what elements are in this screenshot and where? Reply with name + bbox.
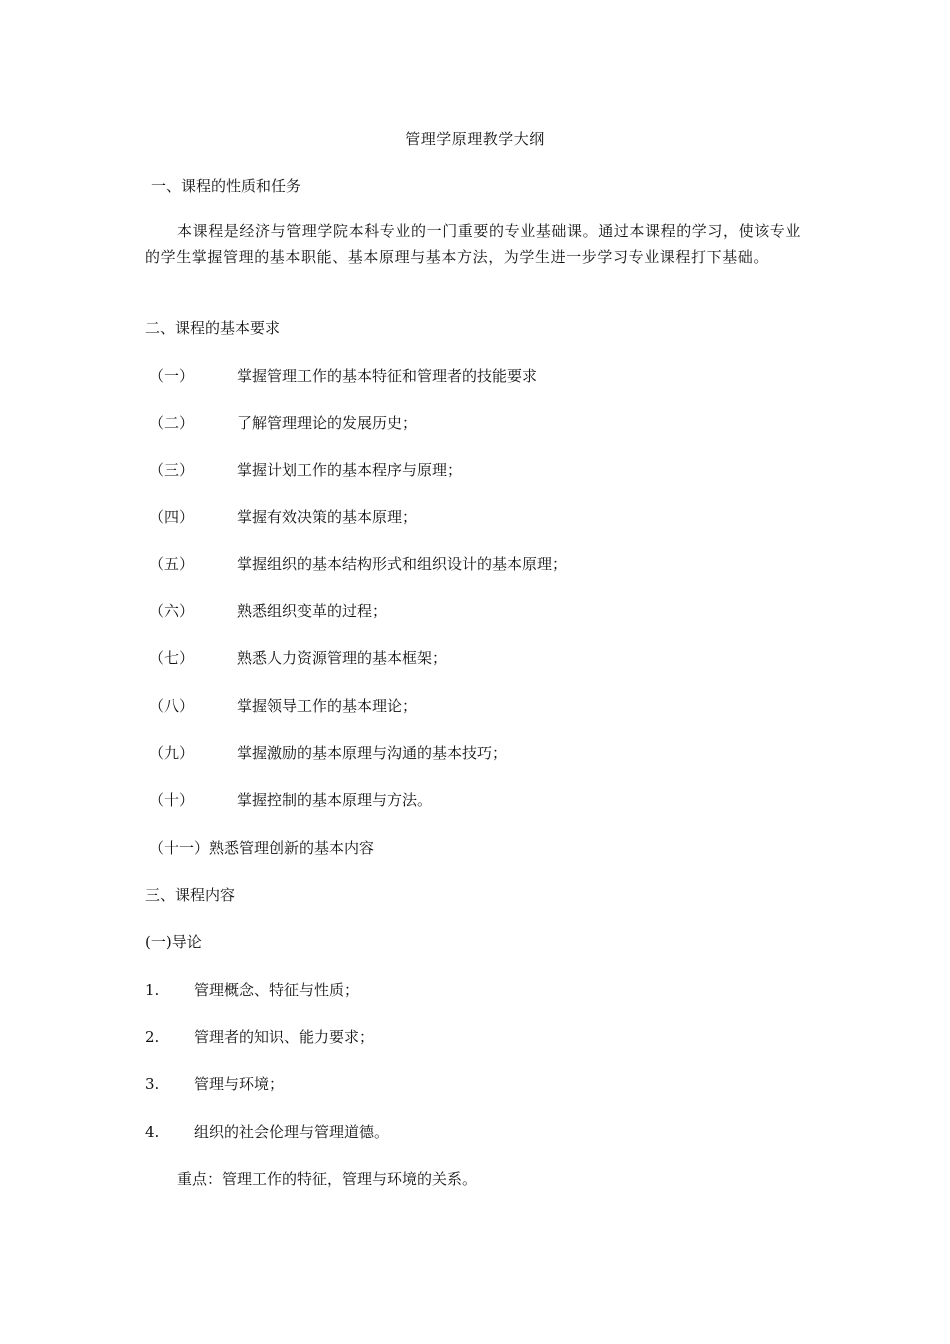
content-number: 1.: [145, 981, 160, 999]
content-text: 组织的社会伦理与管理道德。: [194, 1123, 390, 1141]
requirement-text: 掌握计划工作的基本程序与原理；: [237, 461, 463, 479]
content-number: 3.: [145, 1075, 160, 1093]
content-text: 管理概念、特征与性质；: [194, 981, 360, 999]
document-title: 管理学原理教学大纲: [405, 130, 545, 148]
requirement-number: （九）: [149, 744, 195, 762]
key-point: 重点：管理工作的特征，管理与环境的关系。: [177, 1170, 478, 1188]
section1-heading: 一、课程的性质和任务: [151, 177, 302, 195]
requirement-number: （十）: [149, 791, 195, 809]
content-text: 管理与环境；: [194, 1075, 285, 1093]
section3-heading: 三、课程内容: [145, 886, 236, 904]
requirement-text: 熟悉组织变革的过程；: [237, 602, 388, 620]
requirement-text: 掌握控制的基本原理与方法。: [237, 791, 433, 809]
requirement-item-11: （十一）熟悉管理创新的基本内容: [149, 839, 375, 857]
requirement-text: 掌握管理工作的基本特征和管理者的技能要求: [237, 367, 538, 385]
requirement-number: （七）: [149, 649, 195, 667]
requirement-number: （四）: [149, 508, 195, 526]
requirement-number: （一）: [149, 367, 195, 385]
content-number: 4.: [145, 1123, 160, 1141]
requirement-text: 掌握激励的基本原理与沟通的基本技巧；: [237, 744, 508, 762]
requirement-number: （六）: [149, 602, 195, 620]
requirement-text: 熟悉人力资源管理的基本框架；: [237, 649, 448, 667]
requirement-text: 掌握组织的基本结构形式和组织设计的基本原理；: [237, 555, 568, 573]
content-text: 管理者的知识、能力要求；: [194, 1028, 375, 1046]
section3-subheading: (一)导论: [145, 933, 202, 951]
requirement-text: 掌握领导工作的基本理论；: [237, 697, 418, 715]
content-number: 2.: [145, 1028, 160, 1046]
requirement-number: （五）: [149, 555, 195, 573]
section1-paragraph: 本课程是经济与管理学院本科专业的一门重要的专业基础课。通过本课程的学习，使该专业的学生掌握管理的基本职能、基本原理与基本方法，为学生进一步学习专业课程打下基础。: [145, 222, 802, 266]
requirement-number: （三）: [149, 461, 195, 479]
requirement-text: 了解管理理论的发展历史；: [237, 414, 418, 432]
section2-heading: 二、课程的基本要求: [145, 319, 281, 337]
requirement-text: 掌握有效决策的基本原理；: [237, 508, 418, 526]
requirement-number: （八）: [149, 697, 195, 715]
requirement-number: （二）: [149, 414, 195, 432]
